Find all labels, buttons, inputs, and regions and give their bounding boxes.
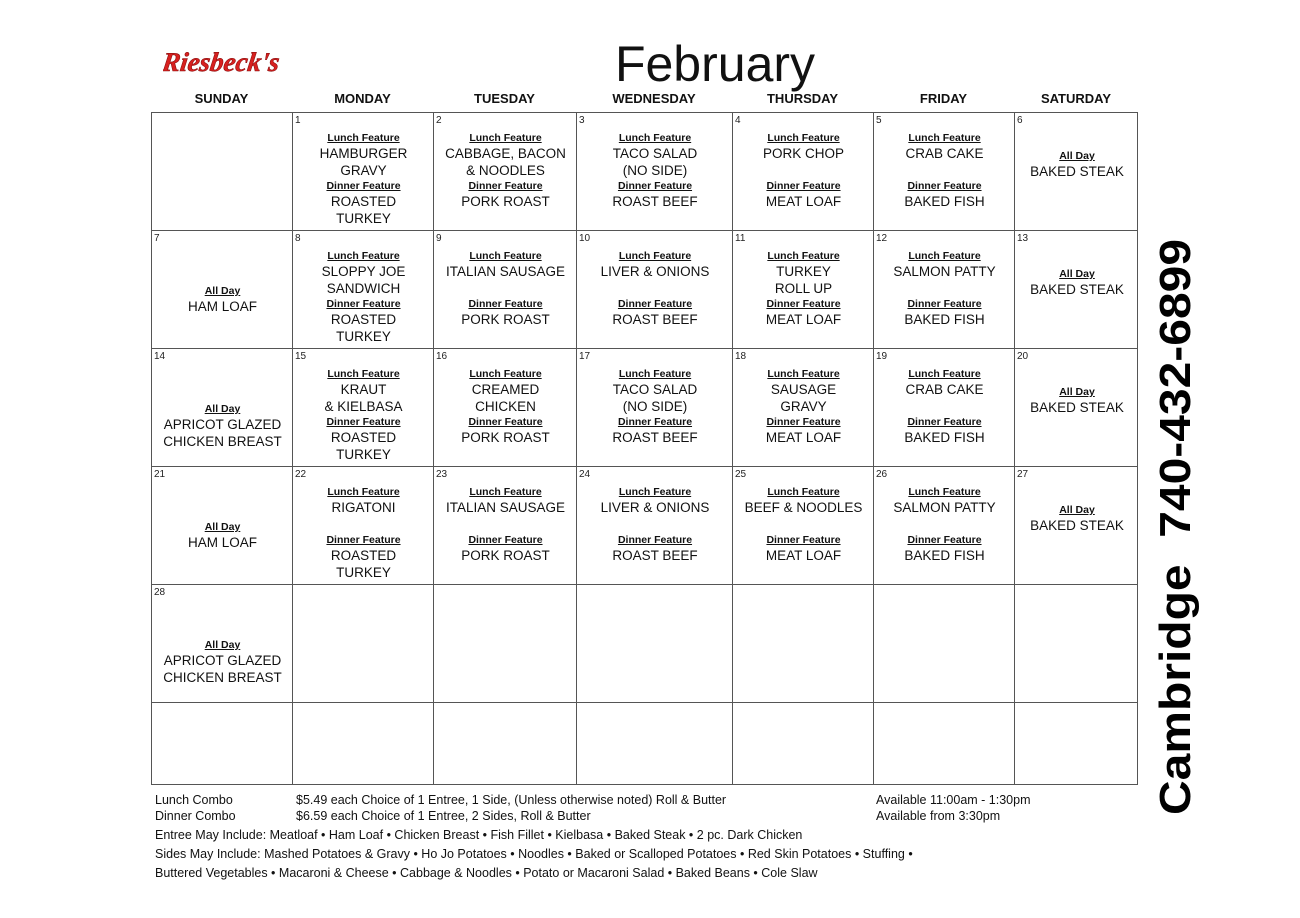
day-cell-14 [152, 349, 293, 467]
day-number: 4 [735, 115, 741, 126]
sides-options-line-2: Buttered Vegetables • Macaroni & Cheese • Cabbage & Noodles • Potato or Macaroni Salad • Baked Beans • Cole Slaw [155, 866, 818, 880]
day-number: 17 [579, 351, 591, 362]
day-cell-2 [434, 113, 577, 231]
day-menu [577, 367, 733, 446]
day-menu [293, 131, 434, 227]
spacer [874, 162, 1015, 179]
dinner-combo-text: $6.59 each Choice of 1 Entree, 2 Sides, Roll & Butter [296, 809, 591, 823]
day-cell-5 [874, 113, 1015, 231]
empty-day-cell [577, 703, 733, 786]
spacer [733, 516, 874, 533]
dinner-item: ROAST BEEF [612, 312, 698, 327]
dinner-item: ROASTED [330, 194, 397, 209]
lunch-feature-label: Lunch Feature [469, 250, 542, 262]
lunch-item: CREAMED [471, 382, 540, 397]
day-number: 11 [735, 233, 746, 244]
lunch-feature-label: Lunch Feature [469, 368, 542, 380]
empty-day-cell [434, 703, 577, 786]
day-menu [152, 284, 293, 315]
entree-options: Entree May Include: Meatloaf • Ham Loaf • Chicken Breast • Fish Fillet • Kielbasa • Baked Steak • 2 pc. Dark Chicken [155, 828, 803, 842]
day-number: 19 [876, 351, 888, 362]
dinner-feature-label: Dinner Feature [326, 298, 401, 310]
lunch-item: CRAB CAKE [905, 146, 984, 161]
day-menu [152, 638, 293, 686]
day-cell-18 [733, 349, 874, 467]
day-menu [874, 131, 1015, 210]
day-cell-13 [1015, 231, 1139, 349]
day-number: 6 [1017, 115, 1023, 126]
dinner-combo-label: Dinner Combo [155, 809, 236, 823]
dinner-feature-label: Dinner Feature [468, 416, 543, 428]
dinner-item: ROAST BEEF [612, 430, 698, 445]
day-cell-9 [434, 231, 577, 349]
lunch-item: LIVER & ONIONS [600, 264, 710, 279]
dinner-availability: Available from 3:30pm [876, 809, 1001, 823]
lunch-feature-label: Lunch Feature [469, 486, 542, 498]
empty-day-cell [1015, 703, 1139, 786]
dinner-feature-label: Dinner Feature [468, 180, 543, 192]
weekday-sunday: SUNDAY [194, 91, 249, 106]
dinner-item: ROAST BEEF [612, 194, 698, 209]
dinner-item: MEAT LOAF [765, 548, 842, 563]
lunch-combo-label: Lunch Combo [155, 793, 233, 807]
day-cell-6 [1015, 113, 1139, 231]
lunch-item: TURKEY [776, 264, 831, 279]
day-number: 15 [295, 351, 307, 362]
lunch-feature-label: Lunch Feature [908, 132, 981, 144]
dinner-item: PORK ROAST [461, 430, 550, 445]
day-number: 2 [436, 115, 442, 126]
all-day-item: HAM LOAF [187, 299, 257, 314]
spacer [577, 280, 733, 297]
lunch-item: GRAVY [340, 163, 387, 178]
weekday-monday: MONDAY [334, 91, 391, 106]
dinner-feature-label: Dinner Feature [766, 534, 841, 546]
spacer [434, 516, 577, 533]
dinner-item: MEAT LOAF [765, 430, 842, 445]
day-cell-27 [1015, 467, 1139, 585]
day-menu [434, 485, 577, 564]
empty-day-cell [152, 703, 293, 786]
day-cell-22 [293, 467, 434, 585]
dinner-item: PORK ROAST [461, 312, 550, 327]
store-phone-vertical [1150, 237, 1200, 817]
all-day-label: All Day [204, 285, 241, 297]
dinner-feature-label: Dinner Feature [617, 180, 693, 192]
all-day-label: All Day [1059, 150, 1095, 162]
dinner-item: ROASTED [330, 430, 397, 445]
lunch-item: (NO SIDE) [622, 163, 688, 178]
day-number: 25 [735, 469, 747, 480]
dinner-item: BAKED FISH [904, 194, 985, 209]
spacer [733, 162, 874, 179]
lunch-feature-label: Lunch Feature [767, 486, 840, 498]
lunch-item: ITALIAN SAUSAGE [445, 500, 566, 515]
lunch-item: TACO SALAD [612, 146, 698, 161]
all-day-label: All Day [1059, 268, 1095, 280]
empty-day-cell [733, 585, 874, 703]
weekday-friday: FRIDAY [919, 91, 968, 106]
lunch-feature-label: Lunch Feature [908, 250, 981, 262]
spacer [577, 516, 733, 533]
lunch-availability: Available 11:00am - 1:30pm [876, 793, 1031, 807]
day-cell-4 [733, 113, 874, 231]
day-menu [733, 131, 874, 210]
lunch-item: TACO SALAD [612, 382, 698, 397]
all-day-item: BAKED STEAK [1030, 400, 1124, 415]
day-menu [1015, 503, 1139, 534]
day-cell-21 [152, 467, 293, 585]
dinner-item: ROASTED [330, 548, 397, 563]
empty-day-cell [434, 585, 577, 703]
all-day-item: APRICOT GLAZED [163, 417, 282, 432]
day-menu [434, 249, 577, 328]
lunch-feature-label: Lunch Feature [327, 486, 400, 498]
day-number: 1 [295, 115, 301, 126]
dinner-item: MEAT LOAF [765, 194, 842, 209]
day-cell-3 [577, 113, 733, 231]
all-day-label: All Day [204, 639, 241, 651]
lunch-item: GRAVY [780, 399, 827, 414]
lunch-item: (NO SIDE) [622, 399, 688, 414]
spacer [874, 398, 1015, 415]
dinner-item: BAKED FISH [904, 312, 985, 327]
day-menu [293, 367, 434, 463]
logo-text: Riesbeck's [163, 47, 282, 77]
dinner-item: PORK ROAST [461, 548, 550, 563]
spacer [874, 280, 1015, 297]
month-title: February [614, 36, 816, 92]
weekday-wednesday: WEDNESDAY [612, 91, 696, 106]
day-number: 14 [154, 351, 166, 362]
lunch-item: CABBAGE, BACON [445, 146, 566, 161]
lunch-feature-label: Lunch Feature [327, 250, 400, 262]
lunch-item: ITALIAN SAUSAGE [445, 264, 566, 279]
lunch-item: CHICKEN [475, 399, 536, 414]
lunch-item: PORK CHOP [762, 146, 844, 161]
day-cell-17 [577, 349, 733, 467]
day-cell-16 [434, 349, 577, 467]
lunch-item: & KIELBASA [324, 399, 403, 414]
all-day-label: All Day [204, 521, 241, 533]
lunch-feature-label: Lunch Feature [618, 132, 692, 144]
spacer [434, 280, 577, 297]
day-cell-19 [874, 349, 1015, 467]
day-number: 3 [579, 115, 585, 126]
lunch-item: LIVER & ONIONS [600, 500, 710, 515]
weekday-thursday: THURSDAY [766, 91, 839, 106]
day-number: 28 [154, 587, 166, 598]
day-number: 22 [295, 469, 307, 480]
all-day-item: APRICOT GLAZED [163, 653, 282, 668]
lunch-feature-label: Lunch Feature [767, 250, 840, 262]
dinner-feature-label: Dinner Feature [907, 298, 982, 310]
dinner-feature-label: Dinner Feature [326, 534, 401, 546]
all-day-item: BAKED STEAK [1030, 164, 1124, 179]
empty-day-cell [1015, 585, 1139, 703]
dinner-feature-label: Dinner Feature [617, 534, 693, 546]
dinner-feature-label: Dinner Feature [766, 180, 841, 192]
day-menu [874, 367, 1015, 446]
dinner-item: ROASTED [330, 312, 397, 327]
day-cell-24 [577, 467, 733, 585]
day-number: 7 [154, 233, 160, 244]
empty-day-cell [874, 585, 1015, 703]
lunch-item: SALMON PATTY [893, 264, 996, 279]
day-number: 9 [436, 233, 442, 244]
empty-day-cell [577, 585, 733, 703]
day-number: 16 [436, 351, 448, 362]
all-day-label: All Day [1059, 386, 1095, 398]
day-cell-20 [1015, 349, 1139, 467]
lunch-feature-label: Lunch Feature [767, 132, 840, 144]
lunch-feature-label: Lunch Feature [908, 368, 981, 380]
spacer [293, 516, 434, 533]
lunch-feature-label: Lunch Feature [618, 368, 692, 380]
day-menu [577, 131, 733, 210]
day-menu [874, 249, 1015, 328]
day-cell-7 [152, 231, 293, 349]
day-number: 24 [579, 469, 591, 480]
lunch-feature-label: Lunch Feature [618, 250, 692, 262]
dinner-item: TURKEY [336, 565, 391, 580]
day-menu [1015, 149, 1139, 180]
day-cell-12 [874, 231, 1015, 349]
all-day-item: BAKED STEAK [1030, 518, 1124, 533]
day-cell-25 [733, 467, 874, 585]
day-number: 27 [1017, 469, 1029, 480]
lunch-item: & NOODLES [466, 163, 545, 178]
lunch-combo-text: $5.49 each Choice of 1 Entree, 1 Side, (Unless otherwise noted) Roll & Butter [296, 793, 727, 807]
day-menu [293, 249, 434, 345]
day-number: 13 [1017, 233, 1029, 244]
calendar-grid [151, 112, 1138, 785]
lunch-feature-label: Lunch Feature [469, 132, 542, 144]
dinner-feature-label: Dinner Feature [617, 298, 693, 310]
lunch-item: SANDWICH [326, 281, 401, 296]
empty-day-cell [152, 113, 293, 231]
dinner-item: BAKED FISH [904, 430, 985, 445]
lunch-item: HAMBURGER [319, 146, 408, 161]
dinner-feature-label: Dinner Feature [468, 298, 543, 310]
day-menu [152, 520, 293, 551]
day-number: 12 [876, 233, 888, 244]
day-menu [434, 367, 577, 446]
empty-day-cell [293, 585, 434, 703]
day-cell-8 [293, 231, 434, 349]
day-menu [733, 367, 874, 446]
all-day-item: CHICKEN BREAST [163, 434, 282, 449]
lunch-item: SAUSAGE [770, 382, 837, 397]
lunch-feature-label: Lunch Feature [908, 486, 981, 498]
all-day-item: HAM LOAF [187, 535, 257, 550]
day-menu [733, 249, 874, 328]
day-menu [1015, 267, 1139, 298]
lunch-item: SALMON PATTY [893, 500, 996, 515]
day-menu [577, 485, 733, 564]
dinner-item: TURKEY [336, 329, 391, 344]
dinner-item: ROAST BEEF [612, 548, 698, 563]
dinner-feature-label: Dinner Feature [617, 416, 693, 428]
dinner-item: BAKED FISH [904, 548, 985, 563]
dinner-item: TURKEY [336, 211, 391, 226]
lunch-item: SLOPPY JOE [321, 264, 406, 279]
day-cell-10 [577, 231, 733, 349]
lunch-item: ROLL UP [774, 281, 833, 296]
day-cell-15 [293, 349, 434, 467]
empty-day-cell [733, 703, 874, 786]
lunch-item: BEEF & NOODLES [744, 500, 863, 515]
all-day-label: All Day [1059, 504, 1095, 516]
lunch-feature-label: Lunch Feature [767, 368, 840, 380]
day-menu [874, 485, 1015, 564]
day-cell-23 [434, 467, 577, 585]
riesbecks-logo [163, 44, 298, 80]
dinner-feature-label: Dinner Feature [907, 534, 982, 546]
lunch-item: RIGATONI [331, 500, 396, 515]
dinner-feature-label: Dinner Feature [326, 180, 401, 192]
sides-options-line-1: Sides May Include: Mashed Potatoes & Gravy • Ho Jo Potatoes • Noodles • Baked or Scalloped Potatoes • Red Skin Potatoes • Stuffing • [155, 847, 913, 861]
day-menu [1015, 385, 1139, 416]
dinner-feature-label: Dinner Feature [766, 416, 841, 428]
dinner-item: TURKEY [336, 447, 391, 462]
dinner-item: MEAT LOAF [765, 312, 842, 327]
empty-day-cell [293, 703, 434, 786]
dinner-feature-label: Dinner Feature [326, 416, 401, 428]
day-menu [733, 485, 874, 564]
day-number: 23 [436, 469, 448, 480]
dinner-item: PORK ROAST [461, 194, 550, 209]
lunch-feature-label: Lunch Feature [618, 486, 692, 498]
day-number: 18 [735, 351, 747, 362]
day-number: 8 [295, 233, 301, 244]
dinner-feature-label: Dinner Feature [907, 180, 982, 192]
all-day-label: All Day [204, 403, 241, 415]
day-number: 10 [579, 233, 591, 244]
day-number: 20 [1017, 351, 1029, 362]
weekday-tuesday: TUESDAY [474, 91, 535, 106]
empty-day-cell [874, 703, 1015, 786]
day-number: 21 [154, 469, 166, 480]
day-cell-1 [293, 113, 434, 231]
lunch-item: CRAB CAKE [905, 382, 984, 397]
dinner-feature-label: Dinner Feature [468, 534, 543, 546]
dinner-feature-label: Dinner Feature [907, 416, 982, 428]
dinner-feature-label: Dinner Feature [766, 298, 841, 310]
all-day-item: CHICKEN BREAST [163, 670, 282, 685]
day-cell-26 [874, 467, 1015, 585]
day-number: 26 [876, 469, 888, 480]
day-menu [577, 249, 733, 328]
day-menu [293, 485, 434, 581]
lunch-item: KRAUT [340, 382, 387, 397]
day-number: 5 [876, 115, 882, 126]
lunch-feature-label: Lunch Feature [327, 368, 400, 380]
spacer [874, 516, 1015, 533]
day-cell-28 [152, 585, 293, 703]
lunch-feature-label: Lunch Feature [327, 132, 400, 144]
store-phone-text: Cambridge 740-432-6899 [1151, 286, 1200, 815]
day-menu [152, 402, 293, 450]
day-cell-11 [733, 231, 874, 349]
all-day-item: BAKED STEAK [1030, 282, 1124, 297]
weekday-saturday: SATURDAY [1040, 91, 1112, 106]
day-menu [434, 131, 577, 210]
